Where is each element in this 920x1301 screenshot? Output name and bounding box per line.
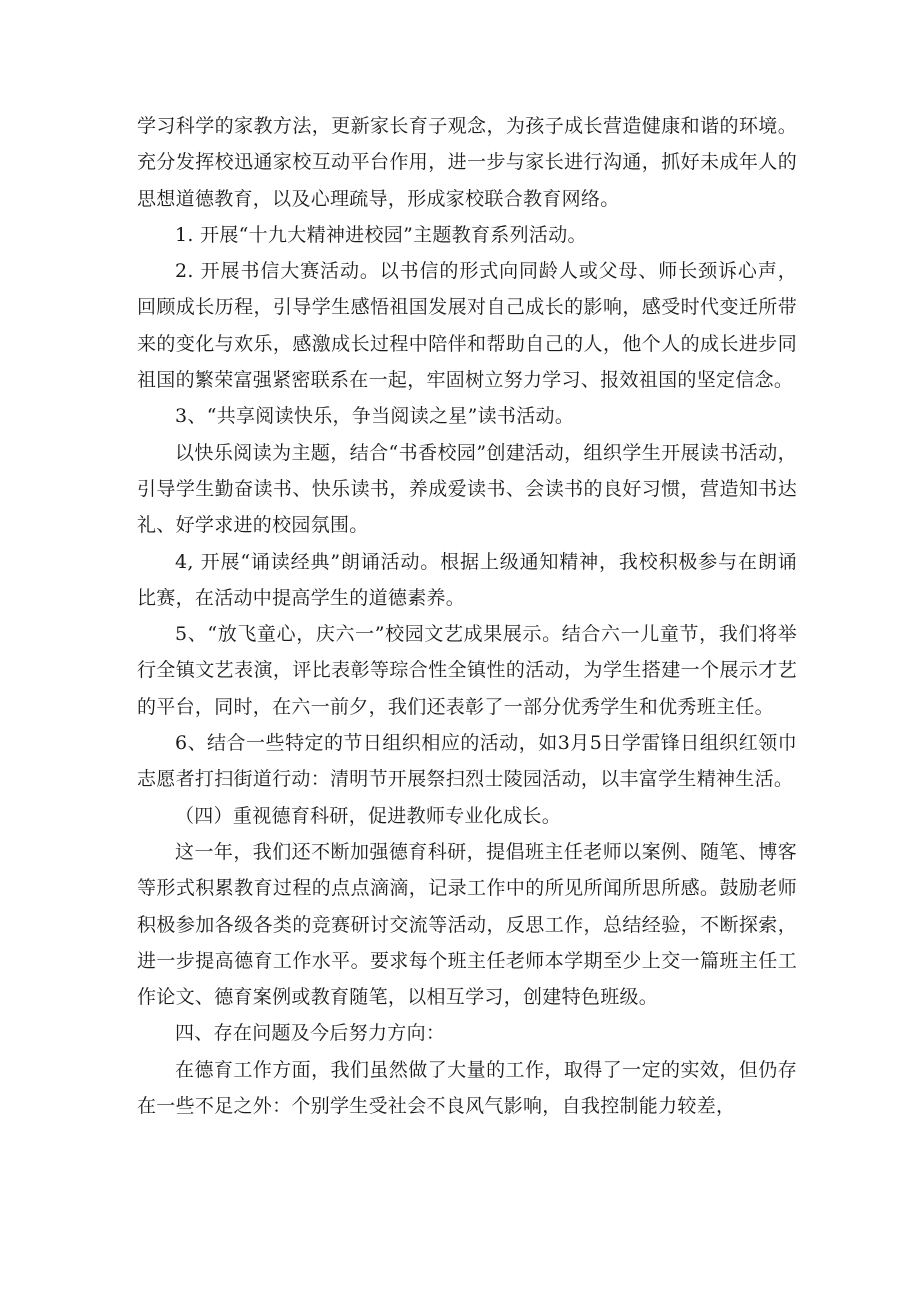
- paragraph-home-education: 学习科学的家教方法，更新家长育子观念，为孩子成长营造健康和谐的环境。充分发挥校迅通家校互动平台作用，进一步与家长进行沟通，抓好未成年人的思想道德教育，以及心理疏导，形成家校联合教育网络。: [137, 115, 797, 210]
- paragraph-item-3: 3、“共享阅读快乐，争当阅读之星”读书活动。: [175, 405, 575, 428]
- section-heading-problems: 四、存在问题及今后努力方向：: [175, 1022, 446, 1045]
- paragraph-item-1: 1. 开展“十九大精神进校园”主题教育系列活动。: [175, 223, 587, 246]
- paragraph-item-6: 6、结合一些特定的节日组织相应的活动，如3月5日学雷锋日组织红领巾志愿者打扫街道行动：清明节开展祭扫烈士陵园活动，以丰富学生精神生活。: [137, 732, 797, 791]
- paragraph-problems: 在德育工作方面，我们虽然做了大量的工作，取得了一定的实效，但仍存在一些不足之外：个别学生受社会不良风气影响，自我控制能力较差，: [137, 1058, 797, 1118]
- paragraph-item-2: 2. 开展书信大赛活动。以书信的形式向同龄人或父母、师长颈诉心声，回顾成长历程，引导学生感悟祖国发展对自己成长的影响，感受时代变迁所带来的变化与欢乐，感激成长过程中陪伴和帮助自己的人，他个人的成长进步同祖国的繁荣富强紧密联系在一起，牢固树立努力学习、报效祖国的坚定信念。: [137, 260, 797, 392]
- section-heading-research: （四）重视德育科研，促进教师专业化成长。: [175, 804, 562, 827]
- paragraph-item-4: 4, 开展“诵读经典”朗诵活动。根据上级通知精神，我校积极参与在朗诵比赛，在活动中提高学生的道德素养。: [137, 550, 797, 609]
- document-body: [137, 108, 797, 1124]
- paragraph-item-5: 5、“放飞童心，庆六一”校园文艺成果展示。结合六一儿童节，我们将举行全镇文艺表演，评比表彰等琮合性全镇性的活动，为学生搭建一个展示才艺的平台，同时，在六一前夕，我们还表彰了一部分优秀学生和优秀班主任。: [137, 623, 797, 718]
- paragraph-reading-activity: 以快乐阅读为主题，结合“书香校园”创建活动，组织学生开展读书活动，引导学生勤奋读书、快乐读书，养成爱读书、会读书的良好习惯，营造知书达礼、好学求进的校园氛围。: [137, 441, 797, 537]
- paragraph-research: 这一年，我们还不断加强德育科研，提倡班主任老师以案例、随笔、博客等形式积累教育过程的点点滴滴，记录工作中的所见所闻所思所感。鼓励老师积极参加各级各类的竞赛研讨交流等活动，反思工作，总结经验，不断探索，进一步提高德育工作水平。要求每个班主任老师本学期至少上交一篇班主任工作论文、德育案例或教育随笔，以相互学习，创建特色班级。: [137, 840, 797, 1009]
